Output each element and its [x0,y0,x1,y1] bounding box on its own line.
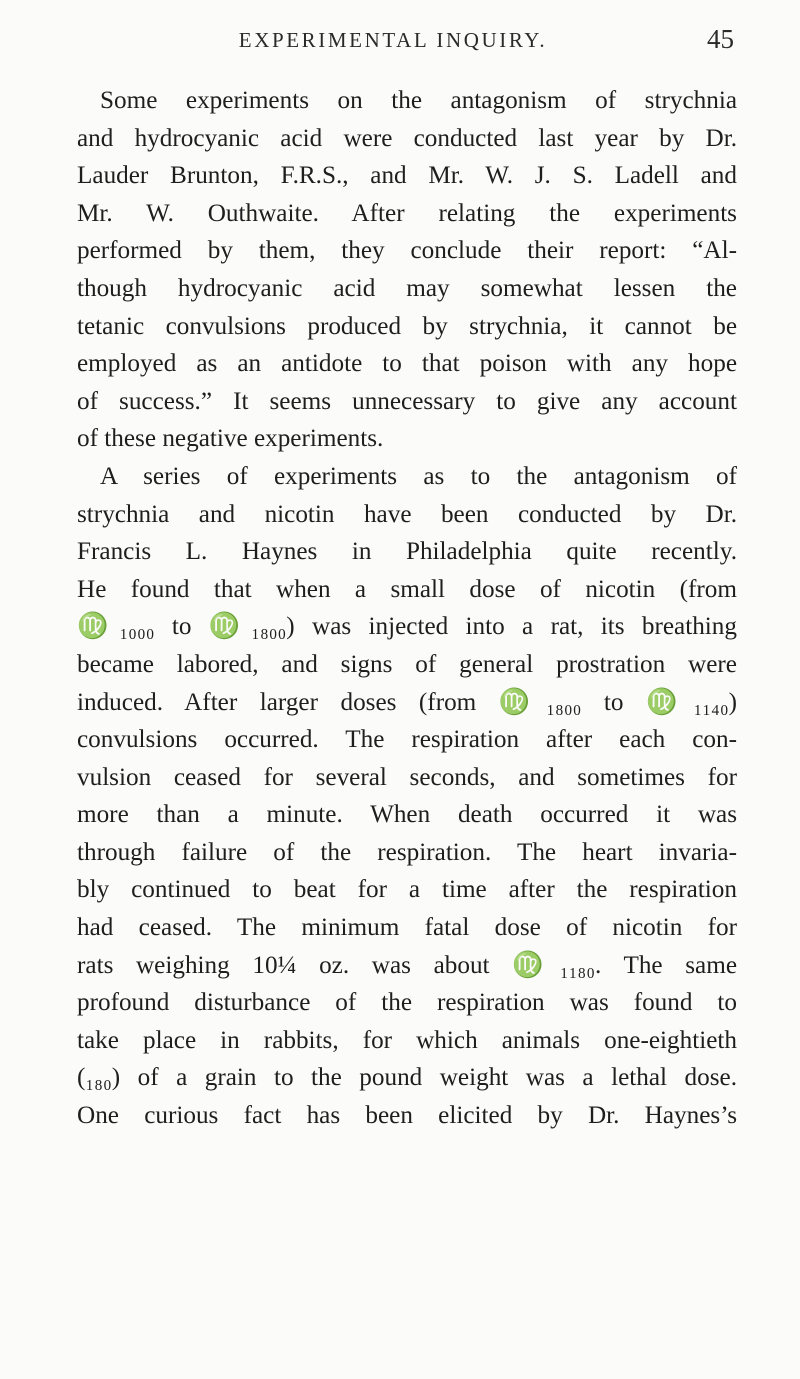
text-line: take place in rabbits, for which animals one-eightieth [77,1026,737,1054]
text-line: He found that when a small dose of nicotin (from [77,575,737,603]
text-line: induced. After larger doses (from ♍₁₈₀₀ to ♍₁₁₄₀) [77,688,737,716]
text-line: of success.” It seems unnecessary to give any account [77,387,737,415]
text-line: and hydrocyanic acid were conducted last year by Dr. [77,124,737,152]
page-header [112,22,734,62]
text-line: Lauder Brunton, F.R.S., and Mr. W. J. S. Ladell and [77,162,737,190]
text-line: strychnia and nicotin have been conducted by Dr. [77,500,737,528]
text-line: employed as an antidote to that poison with any hope [77,350,737,378]
text-line: more than a minute. When death occurred it was [77,801,737,829]
text-line: vulsion ceased for several seconds, and sometimes for [77,763,737,791]
text-line: through failure of the respiration. The heart invaria- [77,838,737,866]
text-line: performed by them, they conclude their report: “Al- [77,237,737,265]
text-line: convulsions occurred. The respiration after each con- [77,726,737,754]
text-line: (₁₈₀) of a grain to the pound weight was a lethal dose. [77,1064,737,1092]
text-line: Francis L. Haynes in Philadelphia quite recently. [77,538,737,566]
text-line: had ceased. The minimum fatal dose of nicotin for [77,914,737,942]
text-line: Some experiments on the antagonism of strychnia [100,87,737,114]
text-line: though hydrocyanic acid may somewhat lessen the [77,274,737,302]
text-line: A series of experiments as to the antagonism of [100,462,737,490]
text-line: Mr. W. Outhwaite. After relating the experiments [77,199,737,227]
text-line: tetanic convulsions produced by strychnia, it cannot be [77,312,737,340]
text-line: became labored, and signs of general prostration were [77,650,737,678]
text-line: of these negative experiments. [77,425,384,453]
text-line: ♍₁₀₀₀ to ♍₁₈₀₀) was injected into a rat, its breathing [77,613,737,641]
body-text [77,82,737,1135]
text-line: One curious fact has been elicited by Dr. Haynes’s [77,1102,737,1130]
text-line: rats weighing 10¼ oz. was about ♍₁₁₈₀. The same [77,951,737,979]
text-line: profound disturbance of the respiration was found to [77,989,737,1017]
page-number: 45 [707,24,734,54]
running-head: EXPERIMENTAL INQUIRY. [238,28,548,52]
text-line: bly continued to beat for a time after the respiration [77,876,737,904]
